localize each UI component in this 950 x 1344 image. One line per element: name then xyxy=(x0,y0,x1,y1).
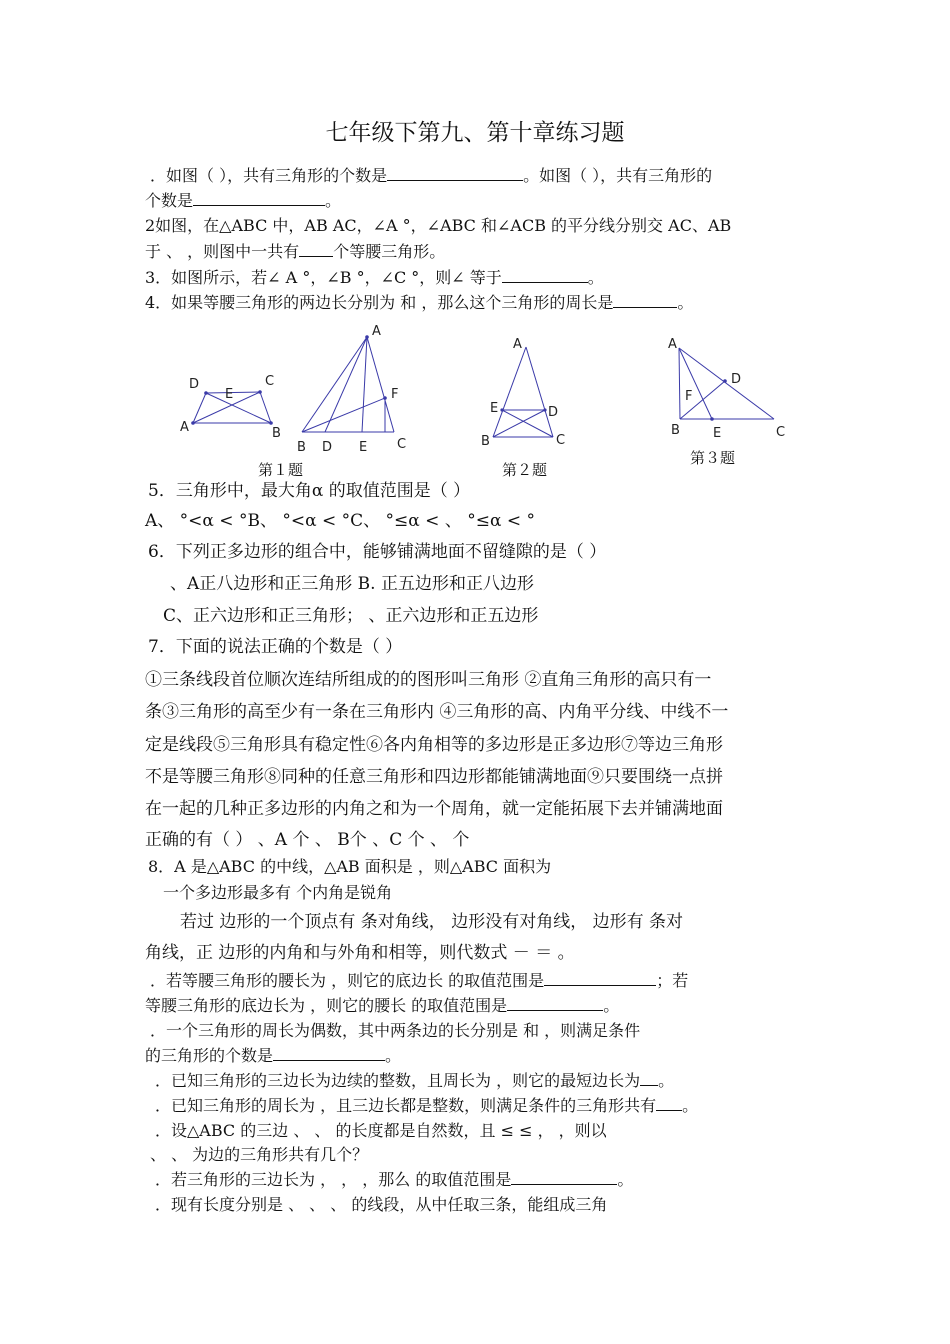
q13-text-b: 。 xyxy=(658,1071,675,1090)
q7-statement-1: ①三条线段首位顺次连结所组成的的图形叫三角形 ②直角三角形的高只有一 xyxy=(145,670,712,690)
q7-statement-2: 条③三角形的高至少有一条在三角形内 ④三角形的高、内角平分线、中线不一 xyxy=(145,702,729,722)
fig1b-point-f xyxy=(383,396,387,400)
q3-text-b: 。 xyxy=(587,268,604,287)
caption-figure-3: 第３题 xyxy=(690,449,736,467)
fig2-label-b: B xyxy=(481,434,490,449)
fig2-label-a: A xyxy=(513,337,522,352)
fig2-line-ac xyxy=(526,347,553,437)
fig2-label-c: C xyxy=(556,433,566,448)
fig1b-label-b: B xyxy=(297,440,306,455)
q14-line xyxy=(155,1096,698,1116)
q7-answer-options: 正确的有（ ） 、A 个 、 B个 、C 个 、 个 xyxy=(145,830,470,850)
fig1-point-c xyxy=(258,390,262,394)
figure-2 xyxy=(481,337,565,449)
q16-text-b: 。 xyxy=(617,1170,634,1189)
q13-line xyxy=(155,1071,674,1091)
q9-line: 一个多边形最多有 个内角是锐角 xyxy=(163,883,393,902)
fig1b-line-ad xyxy=(325,337,367,432)
figure-1-left xyxy=(180,374,281,441)
fig1-point-d xyxy=(204,391,208,395)
q14-text-b: 。 xyxy=(682,1096,699,1115)
fig3-label-d: D xyxy=(731,372,742,387)
q10-line2: 角线，正 边形的内角和与外角和相等，则代数式 － ＝ 。 xyxy=(145,943,575,963)
q4-text-a: 4．如果等腰三角形的两边长分别为 和 ，那么这个三角形的周长是 xyxy=(145,293,614,312)
q12-line2 xyxy=(145,1046,401,1066)
q15-line2: 、 、 为边的三角形共有几个？ xyxy=(150,1145,369,1164)
q2-text-c: 个等腰三角形。 xyxy=(333,242,446,261)
q6-options-cd: C、正六边形和正三角形； 、正六边形和正五边形 xyxy=(163,606,539,626)
fig1-point-b xyxy=(269,421,273,425)
q12-text-c: 。 xyxy=(385,1046,402,1065)
fig1b-label-e: E xyxy=(359,440,368,455)
fig2-point-d xyxy=(543,408,546,411)
fig2-line-bd xyxy=(493,410,545,437)
q16-blank[interactable] xyxy=(511,1170,617,1185)
q11-line1 xyxy=(150,971,688,991)
q13-blank[interactable] xyxy=(640,1071,658,1086)
q13-text-a: ．已知三角形的三边长为边续的整数，且周长为 ，则它的最短边长为 xyxy=(155,1071,641,1090)
q4-text-b: 。 xyxy=(677,293,694,312)
q11-text-a: ．若等腰三角形的腰长为 ，则它的底边长 的取值范围是 xyxy=(150,971,545,990)
fig3-label-a: A xyxy=(668,337,677,352)
caption-figure-2: 第２题 xyxy=(502,461,548,479)
fig1-line-db xyxy=(206,393,271,423)
q11-line2 xyxy=(145,996,619,1016)
q3-text-a: 3．如图所示，若∠ A °，∠B °，∠C °，则∠ 等于 xyxy=(145,268,502,287)
q17-line: ．现有长度分别是 、 、 、 的线段，从中任取三条，能组成三角 xyxy=(155,1195,608,1214)
fig3-label-f: F xyxy=(685,389,693,404)
fig1b-line-ae xyxy=(362,337,367,432)
q1-text-d: 。 xyxy=(325,191,342,210)
fig3-line-ae xyxy=(679,348,712,419)
q14-blank[interactable] xyxy=(656,1096,682,1111)
q7-statement-4: 不是等腰三角形⑧同种的任意三角形和四边形都能铺满地面⑨只要围绕一点拼 xyxy=(145,767,723,787)
fig3-point-e xyxy=(710,417,714,421)
fig1-label-d: D xyxy=(189,377,200,392)
fig1-label-b: B xyxy=(272,426,281,441)
fig3-label-c: C xyxy=(776,425,786,440)
q7-statement-5: 在一起的几种正多边形的内角之和为一个周角，就一定能拓展下去并铺满地面 xyxy=(145,799,723,819)
fig1b-label-a: A xyxy=(372,324,381,339)
fig1b-label-d: D xyxy=(322,440,333,455)
q11-blank-1[interactable] xyxy=(544,971,656,986)
q5-line: 5．三角形中，最大角α 的取值范围是（ ） xyxy=(148,481,471,501)
fig1b-point-a xyxy=(365,335,369,339)
q12-text-b: 的三角形的个数是 xyxy=(145,1046,274,1065)
q12-line1: ．一个三角形的周长为偶数，其中两条边的长分别是 和 ，则满足条件 xyxy=(150,1021,641,1040)
q11-text-b: ；若 xyxy=(656,971,689,990)
fig2-label-d: D xyxy=(548,405,559,420)
q11-text-c: 等腰三角形的底边长为 ，则它的腰长 的取值范围是 xyxy=(145,996,508,1015)
fig2-line-ce xyxy=(502,410,553,437)
fig1b-line-ab xyxy=(302,337,367,432)
fig1b-line-ac xyxy=(367,337,394,432)
q7-line: 7．下面的说法正确的个数是（ ） xyxy=(148,637,403,657)
q16-text-a: ．若三角形的三边长为 ， ， ，那么 的取值范围是 xyxy=(155,1170,512,1189)
q2-text-b: 于 、 ，则图中一共有 xyxy=(145,242,300,261)
q11-text-d: 。 xyxy=(603,996,620,1015)
q16-line xyxy=(155,1170,633,1190)
figure-1-right xyxy=(297,324,406,455)
q15-line1: ．设△ABC 的三边 、 、 的长度都是自然数，且 ≤ ≤ ， ，则以 xyxy=(155,1121,607,1140)
fig1-label-e: E xyxy=(225,387,234,402)
fig3-label-b: B xyxy=(671,423,680,438)
fig1-line-ad xyxy=(193,393,206,423)
q1-text-a: ．如图（ ），共有三角形的个数是 xyxy=(150,166,388,185)
fig3-label-e: E xyxy=(713,426,722,441)
q6-line: 6．下列正多边形的组合中，能够铺满地面不留缝隙的是（ ） xyxy=(148,542,607,562)
fig1b-label-f: F xyxy=(391,387,399,402)
figure-3 xyxy=(668,337,785,441)
caption-figure-1: 第１题 xyxy=(258,461,304,479)
fig2-point-e xyxy=(500,408,503,411)
fig3-line-ab xyxy=(679,348,680,419)
q5-options: A、 °<α < °B、 °<α < °C、 °≤α < 、 °≤α < ° xyxy=(145,511,535,531)
fig1-label-a: A xyxy=(180,420,189,435)
fig1-point-a xyxy=(191,421,195,425)
fig2-line-ab xyxy=(493,347,526,437)
fig1b-line-bf xyxy=(302,398,385,432)
fig1b-label-c: C xyxy=(397,437,407,452)
fig2-label-e: E xyxy=(490,401,499,416)
q1-text-b: 。如图（ ），共有三角形的 xyxy=(523,166,713,185)
fig3-point-d xyxy=(723,379,727,383)
q12-blank[interactable] xyxy=(273,1046,385,1061)
q8-line: 8．A 是△ABC 的中线，△AB 面积是 ，则△ABC 面积为 xyxy=(148,857,552,876)
q14-text-a: ．已知三角形的周长为 ，且三边长都是整数，则满足条件的三角形共有 xyxy=(155,1096,657,1115)
page-title: 七年级下第九、第十章练习题 xyxy=(325,120,625,146)
q6-options-ab: 、A正八边形和正三角形 B. 正五边形和正八边形 xyxy=(170,574,534,594)
q11-blank-2[interactable] xyxy=(507,996,603,1011)
q1-text-c: 个数是 xyxy=(145,191,194,210)
q2-line1: 2如图，在△ABC 中，AB AC，∠A °，∠ABC 和∠ACB 的平分线分别交 AC、AB xyxy=(145,216,732,235)
q7-statement-3: 定是线段⑤三角形具有稳定性⑥各内角相等的多边形是正多边形⑦等边三角形 xyxy=(145,735,723,755)
fig1-label-c: C xyxy=(265,374,275,389)
q10-line1: 若过 边形的一个顶点有 条对角线， 边形没有对角线， 边形有 条对 xyxy=(180,912,684,932)
